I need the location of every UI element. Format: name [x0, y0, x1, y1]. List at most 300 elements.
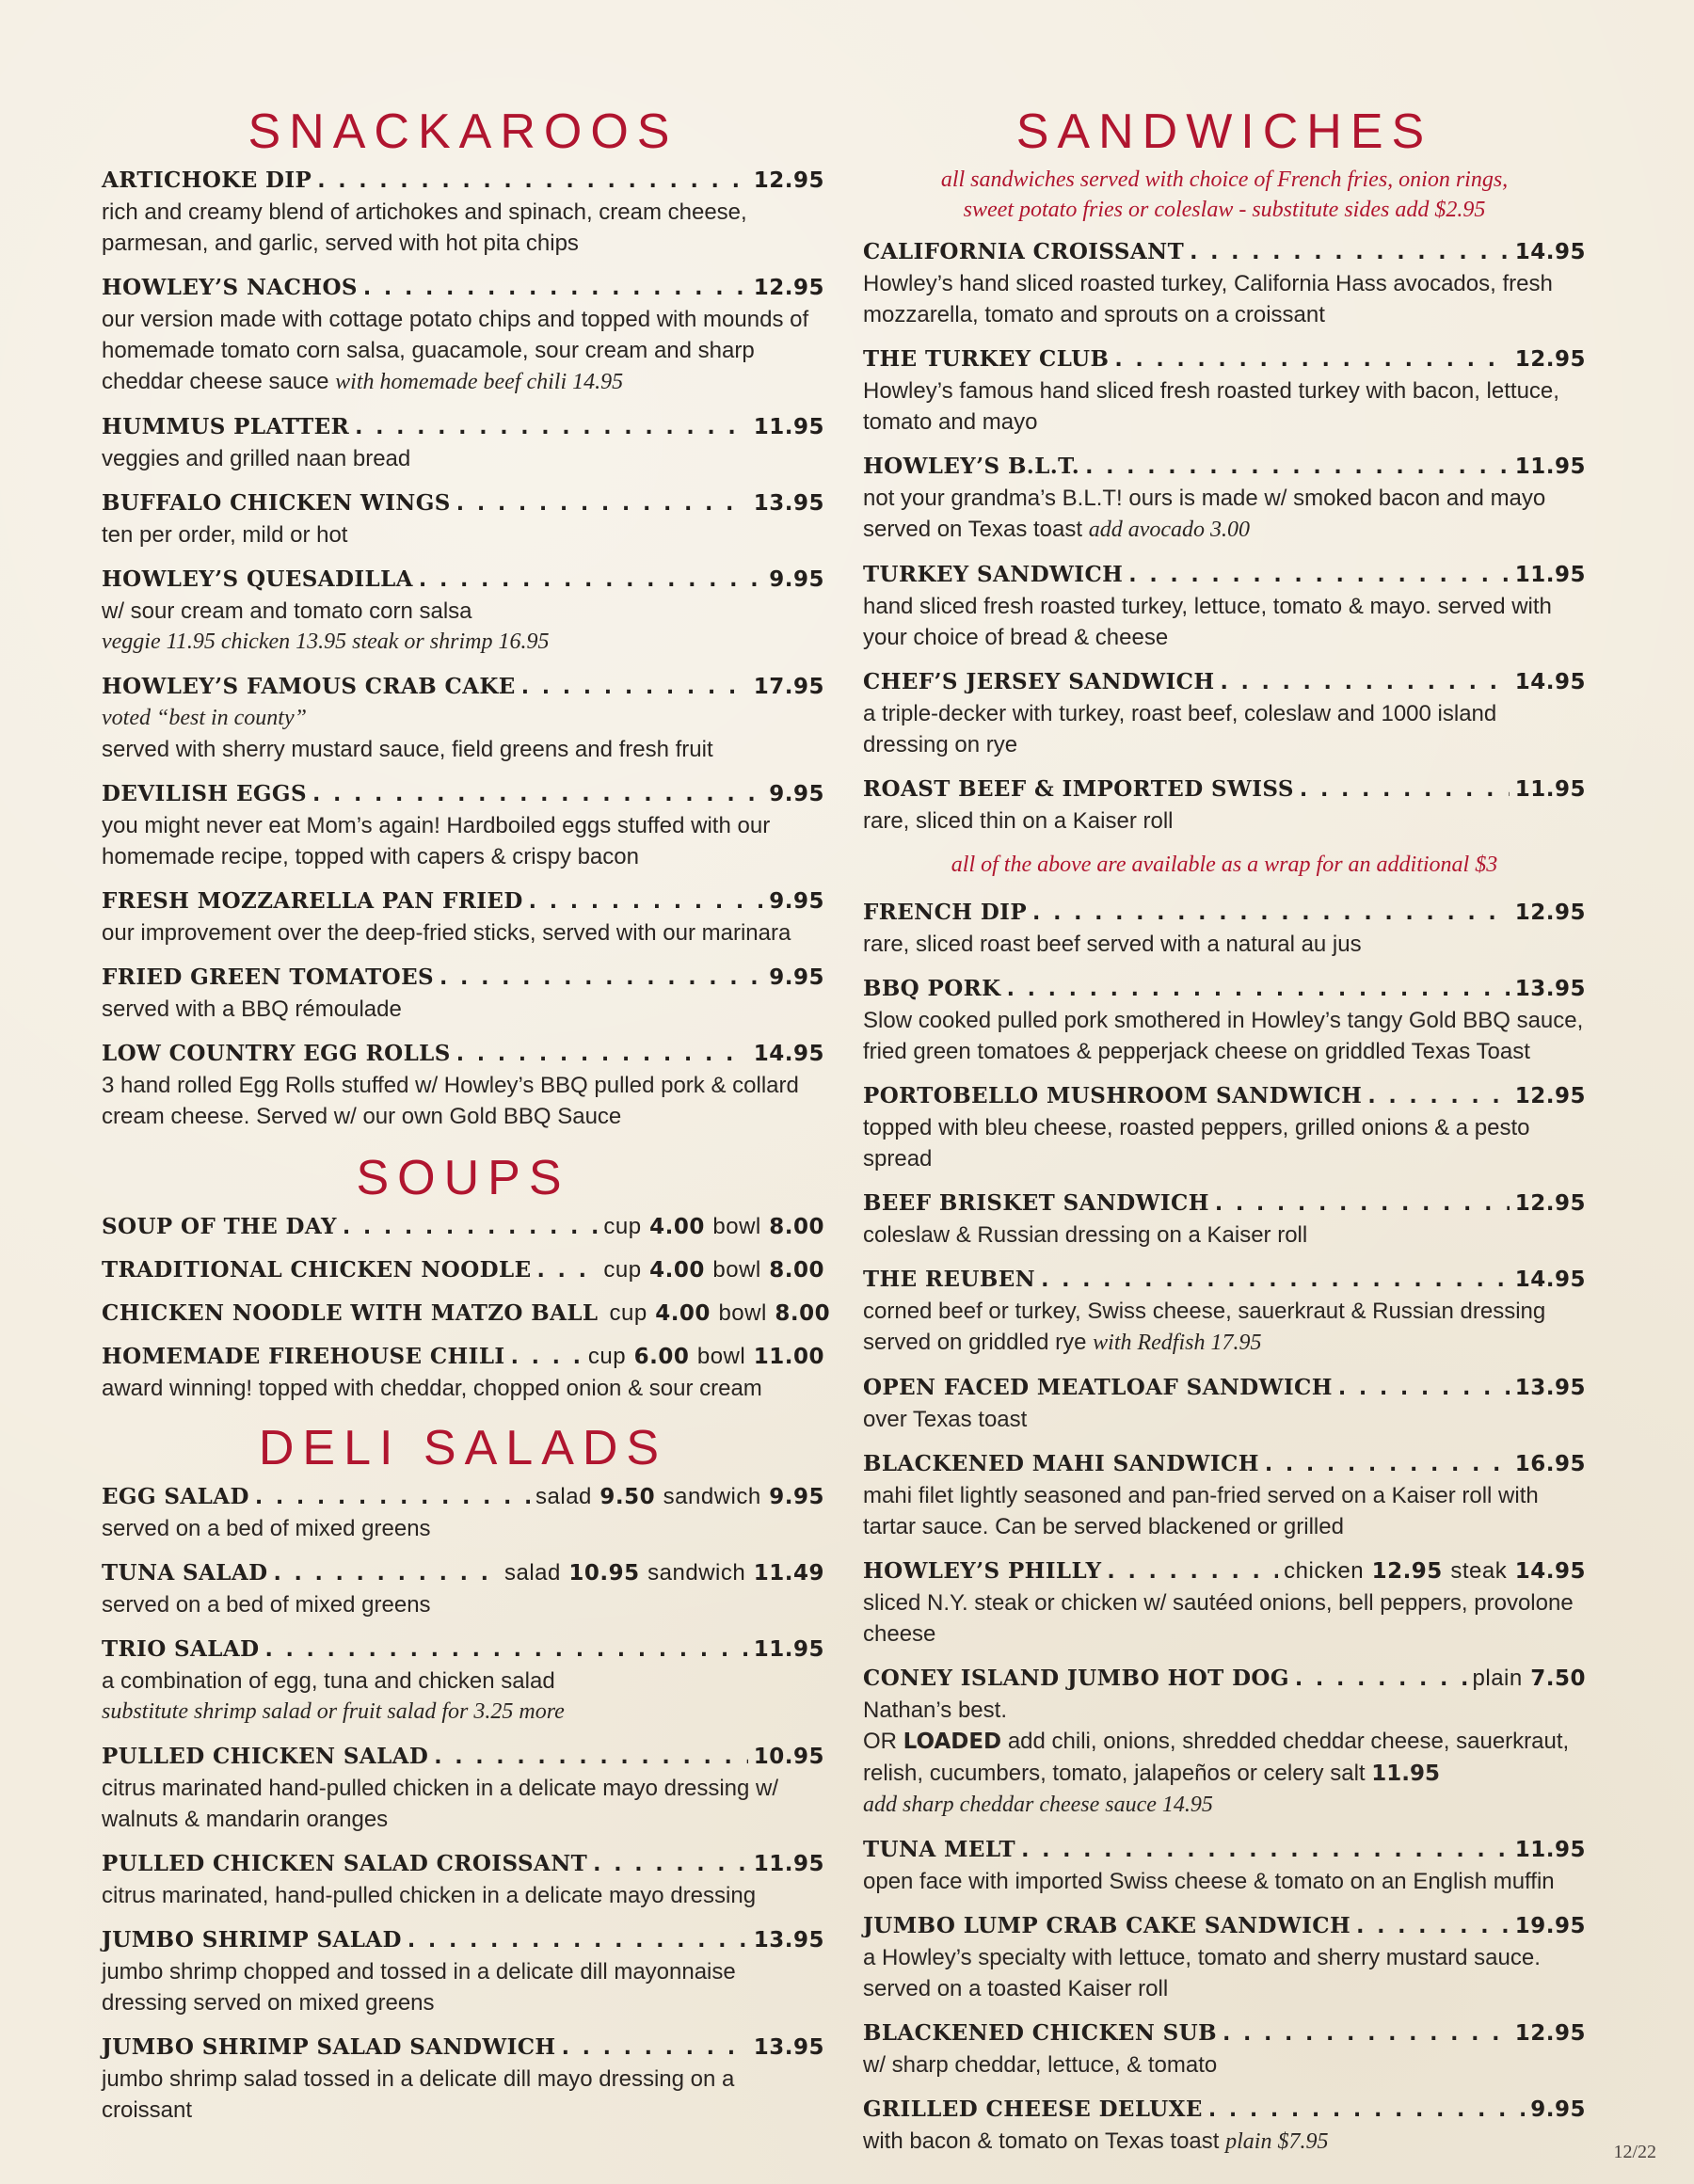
- item-desc: [102, 2064, 824, 2126]
- price-value: 6.00: [633, 1345, 690, 1369]
- item-name: JUMBO SHRIMP SALAD: [102, 1927, 402, 1953]
- menu-item: [863, 1448, 1586, 1542]
- menu-item: [863, 343, 1586, 438]
- dot-leader: [1223, 2018, 1510, 2049]
- dot-leader: [529, 886, 764, 917]
- item-desc-text: 3 hand rolled Egg Rolls stuffed w/ Howley’s BBQ pulled pork & collard cream cheese. Served w/ our own Gold BBQ Sauce: [102, 1073, 799, 1129]
- item-name: EGG SALAD: [102, 1484, 249, 1509]
- menu-item: [102, 1741, 824, 1835]
- item-desc-text: you might never eat Mom’s again! Hardboiled eggs stuffed with our homemade recipe, topped with capers & crispy bacon: [102, 813, 771, 869]
- dot-leader: [1356, 1911, 1510, 1942]
- item-note: with homemade beef chili 14.95: [335, 370, 624, 394]
- price-value: 8.00: [769, 1215, 824, 1239]
- item-note: add avocado 3.00: [1088, 518, 1251, 542]
- dot-leader: [1107, 1556, 1278, 1587]
- dot-leader: [419, 565, 763, 596]
- item-note: with Redfish 17.95: [1093, 1331, 1262, 1355]
- item-name: OPEN FACED MEATLOAF SANDWICH: [863, 1375, 1333, 1400]
- item-price: 9.95: [769, 965, 824, 990]
- menu-item: [102, 1254, 824, 1286]
- item-name: CONEY ISLAND JUMBO HOT DOG: [863, 1666, 1289, 1691]
- item-row: [863, 1834, 1586, 1866]
- item-row: [102, 1481, 824, 1513]
- price-value: 11.49: [753, 1561, 824, 1586]
- item-desc: [863, 268, 1586, 330]
- item-name: PULLED CHICKEN SALAD: [102, 1744, 429, 1769]
- menu-item: [102, 1557, 824, 1620]
- item-note: voted “best in county”: [102, 706, 307, 730]
- item-row: [102, 165, 824, 197]
- item-name: CHICKEN NOODLE WITH MATZO BALL: [102, 1300, 599, 1326]
- item-name: LOW COUNTRY EGG ROLLS: [102, 1041, 451, 1066]
- price-label: sandwich: [663, 1484, 761, 1509]
- price-label: bowl: [712, 1214, 761, 1239]
- dot-leader: [1041, 1265, 1510, 1296]
- item-name: PULLED CHICKEN SALAD CROISSANT: [102, 1851, 588, 1876]
- menu-item: [863, 773, 1586, 837]
- item-desc: [863, 1866, 1586, 1897]
- item-desc: [102, 1589, 824, 1620]
- item-desc-text: jumbo shrimp salad tossed in a delicate dill mayo dressing on a croissant: [102, 2066, 735, 2123]
- item-row: [102, 1924, 824, 1956]
- item-name: TUNA SALAD: [102, 1560, 268, 1586]
- item-row: [863, 1264, 1586, 1296]
- dot-leader: [1021, 1835, 1510, 1866]
- item-desc-text: Slow cooked pulled pork smothered in Howley’s tangy Gold BBQ sauce, fried green tomatoes & pepperjack cheese on griddled Texas Toast: [863, 1008, 1584, 1064]
- item-desc: [102, 304, 824, 398]
- item-desc-text: rich and creamy blend of artichokes and spinach, cream cheese, parmesan, and garlic, served with hot pita chips: [102, 199, 747, 256]
- price-label: plain: [1472, 1666, 1523, 1691]
- menu-item: [102, 778, 824, 872]
- dot-leader: [1128, 560, 1509, 591]
- loaded-label: LOADED: [903, 1730, 1002, 1754]
- menu-item: [102, 1481, 824, 1544]
- item-row: [102, 962, 824, 994]
- menu-item: [102, 165, 824, 259]
- item-row: [863, 666, 1586, 698]
- item-desc-text: a triple-decker with turkey, roast beef, coleslaw and 1000 island dressing on rye: [863, 701, 1497, 757]
- item-desc-text: served on a bed of mixed greens: [102, 1592, 431, 1618]
- menu-item: [102, 1211, 824, 1243]
- item-desc: [863, 2126, 1586, 2158]
- item-price: 14.95: [1514, 240, 1586, 264]
- menu-item: [863, 236, 1586, 330]
- item-name: HOWLEY’S FAMOUS CRAB CAKE: [102, 674, 516, 699]
- dot-leader: [593, 1849, 748, 1880]
- price-label: bowl: [696, 1344, 746, 1369]
- item-price: [1473, 1663, 1586, 1695]
- item-price: 17.95: [753, 675, 824, 699]
- item-desc: [102, 734, 824, 765]
- sandwiches-list-c: [863, 1834, 1586, 2158]
- item-row: [863, 2094, 1586, 2126]
- dot-leader: [1085, 452, 1510, 483]
- dot-leader: [562, 2033, 748, 2064]
- item-desc-text: Howley’s famous hand sliced fresh roasted turkey with bacon, lettuce, tomato and mayo: [863, 378, 1559, 435]
- soups-title: SOUPS: [356, 1151, 570, 1205]
- item-price: 14.95: [1514, 670, 1586, 694]
- item-price: 13.95: [753, 1928, 824, 1953]
- menu-item: [863, 1188, 1586, 1251]
- item-row: [102, 272, 824, 304]
- loaded-price: 11.95: [1371, 1762, 1441, 1786]
- item-price: 12.95: [1514, 1084, 1586, 1108]
- item-note: veggie 11.95 chicken 13.95 steak or shrimp 16.95: [102, 630, 550, 654]
- item-row: [102, 778, 824, 810]
- item-name: BBQ PORK: [863, 976, 1001, 1001]
- item-name: ROAST BEEF & IMPORTED SWISS: [863, 776, 1294, 802]
- item-desc-text: ten per order, mild or hot: [102, 522, 348, 548]
- dot-leader: [521, 672, 748, 703]
- item-price: 11.95: [1514, 1838, 1586, 1862]
- item-desc-text: award winning! topped with cheddar, chopped onion & sour cream: [102, 1376, 762, 1401]
- item-desc: [863, 1112, 1586, 1174]
- menu-item: [863, 1910, 1586, 2004]
- price-value: 12.95: [1371, 1559, 1443, 1584]
- price-label: cup: [609, 1300, 647, 1326]
- menu-item: [863, 1080, 1586, 1174]
- deli-salads-title: DELI SALADS: [258, 1421, 668, 1475]
- item-desc-text: over Texas toast: [863, 1407, 1028, 1432]
- item-row: [102, 1211, 824, 1243]
- menu-item: [863, 2094, 1586, 2158]
- item-name: ARTICHOKE DIP: [102, 167, 312, 193]
- item-desc-text: w/ sharp cheddar, lettuce, & tomato: [863, 2052, 1218, 2078]
- menu-item: [102, 671, 824, 765]
- item-name: SOUP OF THE DAY: [102, 1214, 337, 1239]
- dot-leader: [511, 1342, 583, 1373]
- item-desc: [863, 483, 1586, 546]
- item-note: plain $7.95: [1225, 2129, 1329, 2154]
- item-price: [535, 1481, 824, 1513]
- dot-leader: [1208, 2095, 1525, 2126]
- dot-leader: [1265, 1449, 1510, 1480]
- item-row: [102, 1634, 824, 1666]
- wrap-note: all of the above are available as a wrap for an additional $3: [951, 853, 1498, 877]
- menu-item: [863, 559, 1586, 653]
- menu-item: [863, 666, 1586, 760]
- item-desc-text: coleslaw & Russian dressing on a Kaiser roll: [863, 1222, 1308, 1248]
- item-desc-text: citrus marinated, hand-pulled chicken in a delicate mayo dressing: [102, 1883, 757, 1908]
- item-name: BLACKENED MAHI SANDWICH: [863, 1451, 1259, 1476]
- item-desc: [102, 1880, 824, 1911]
- item-price: 11.95: [1514, 454, 1586, 479]
- item-price: 11.95: [1514, 563, 1586, 587]
- item-desc: Nathan’s best.: [863, 1698, 1007, 1723]
- item-name: TURKEY SANDWICH: [863, 562, 1124, 587]
- item-desc-text: rare, sliced thin on a Kaiser roll: [863, 808, 1174, 834]
- item-price: 11.95: [753, 415, 824, 439]
- item-price: [609, 1298, 830, 1330]
- item-row: [863, 773, 1586, 805]
- dot-leader: [1007, 974, 1510, 1005]
- item-desc-text: a Howley’s specialty with lettuce, tomato and sherry mustard sauce. served on a toasted Kaiser roll: [863, 1945, 1541, 2001]
- item-name: HOWLEY’S NACHOS: [102, 275, 358, 300]
- item-name: BUFFALO CHICKEN WINGS: [102, 490, 451, 516]
- sandwiches-note: all sandwiches served with choice of French fries, onion rings, sweet potato fries or coleslaw - substitute sides add $2.95: [940, 167, 1509, 222]
- item-price: 9.95: [769, 782, 824, 806]
- dot-leader: [343, 1212, 599, 1243]
- menu-item: [102, 962, 824, 1025]
- item-desc: [102, 1070, 824, 1132]
- item-price: 12.95: [753, 168, 824, 193]
- item-row: [863, 451, 1586, 483]
- item-row: [102, 1848, 824, 1880]
- item-price: 13.95: [1514, 1376, 1586, 1400]
- menu-item: [102, 1924, 824, 2018]
- item-price: 9.95: [1530, 2097, 1586, 2122]
- item-row: [102, 1741, 824, 1773]
- price-value: 4.00: [649, 1258, 705, 1283]
- item-price: 14.95: [753, 1042, 824, 1066]
- item-desc-text: citrus marinated hand-pulled chicken in a delicate mayo dressing w/ walnuts & mandarin oranges: [102, 1776, 779, 1832]
- dot-leader: [255, 1482, 530, 1513]
- price-value: 8.00: [769, 1258, 824, 1283]
- item-price: 11.95: [1514, 777, 1586, 802]
- or-label: OR: [863, 1729, 897, 1754]
- item-row: [102, 1254, 824, 1286]
- item-row: [863, 1080, 1586, 1112]
- item-name: FRENCH DIP: [863, 900, 1028, 925]
- dot-leader: [355, 412, 748, 443]
- item-desc: [863, 1296, 1586, 1359]
- item-price: 10.95: [753, 1745, 824, 1769]
- item-desc-text: not your grandma’s B.L.T! ours is made w/ smoked bacon and mayo served on Texas toast: [863, 486, 1546, 542]
- item-name: CALIFORNIA CROISSANT: [863, 239, 1185, 264]
- item-desc-text: open face with imported Swiss cheese & tomato on an English muffin: [863, 1869, 1555, 1894]
- item-row: [102, 2032, 824, 2064]
- menu-item: [102, 487, 824, 550]
- item-price: 19.95: [1514, 1914, 1586, 1938]
- menu-item: [102, 1038, 824, 1132]
- item-price: 13.95: [1514, 977, 1586, 1001]
- price-value: 10.95: [568, 1561, 640, 1586]
- item-desc: [863, 929, 1586, 960]
- menu-item: [863, 1555, 1586, 1650]
- dot-leader: [312, 779, 763, 810]
- item-desc: [863, 805, 1586, 837]
- item-price: 14.95: [1514, 1267, 1586, 1292]
- item-desc: [863, 1480, 1586, 1542]
- item-name: JUMBO LUMP CRAB CAKE SANDWICH: [863, 1913, 1351, 1938]
- item-desc: [102, 1666, 824, 1697]
- item-price: [504, 1557, 824, 1589]
- item-row: [863, 559, 1586, 591]
- item-desc-text: jumbo shrimp chopped and tossed in a delicate dill mayonnaise dressing served on mixed greens: [102, 1959, 736, 2016]
- item-name: TUNA MELT: [863, 1837, 1016, 1862]
- price-value: 8.00: [775, 1301, 831, 1326]
- item-row: [863, 1910, 1586, 1942]
- soups-list: [102, 1211, 831, 1404]
- item-row: [102, 564, 824, 596]
- item-desc: [102, 1513, 824, 1544]
- item-price: [603, 1254, 824, 1286]
- menu-item: [102, 1298, 831, 1330]
- item-name: TRADITIONAL CHICKEN NOODLE: [102, 1257, 532, 1283]
- sandwiches-title: SANDWICHES: [1015, 104, 1433, 159]
- item-desc-loaded: [863, 1726, 1586, 1790]
- item-desc-text: Howley’s hand sliced roasted turkey, California Hass avocados, fresh mozzarella, tomato and sprouts on a croissant: [863, 271, 1553, 327]
- menu-item: [863, 451, 1586, 546]
- right-column: [863, 99, 1586, 2171]
- item-row: [863, 1188, 1586, 1220]
- menu-item: [863, 2017, 1586, 2080]
- item-price: 12.95: [1514, 347, 1586, 372]
- item-note: substitute shrimp salad or fruit salad for 3.25 more: [102, 1699, 565, 1724]
- item-row: [863, 1372, 1586, 1404]
- item-desc-text: mahi filet lightly seasoned and pan-fried served on a Kaiser roll with tartar sauce. Can be served blackened or grilled: [863, 1483, 1539, 1539]
- item-desc: [863, 2049, 1586, 2080]
- dot-leader: [537, 1255, 599, 1286]
- item-row: [102, 885, 824, 917]
- item-note: add sharp cheddar cheese sauce 14.95: [863, 1793, 1213, 1817]
- item-row: [102, 1298, 831, 1330]
- item-desc: [102, 810, 824, 872]
- item-desc: [863, 1220, 1586, 1251]
- left-column: [102, 99, 831, 2139]
- item-row: [863, 1448, 1586, 1480]
- item-price: 11.95: [753, 1852, 824, 1876]
- item-name: THE TURKEY CLUB: [863, 346, 1110, 372]
- item-name: HOWLEY’S B.L.T.: [863, 454, 1080, 479]
- item-row: [102, 1557, 824, 1589]
- item-price: 13.95: [753, 2035, 824, 2060]
- dot-leader: [439, 963, 763, 994]
- item-desc: [102, 1956, 824, 2018]
- item-desc-text: corned beef or turkey, Swiss cheese, sauerkraut & Russian dressing served on griddled rye: [863, 1299, 1546, 1355]
- item-row: [863, 1555, 1586, 1587]
- item-desc-text: topped with bleu cheese, roasted peppers, grilled onions & a pesto spread: [863, 1115, 1530, 1172]
- item-desc: [863, 1005, 1586, 1067]
- item-price: 13.95: [753, 491, 824, 516]
- item-desc: [102, 197, 824, 259]
- menu-item: [102, 272, 824, 398]
- dot-leader: [1338, 1373, 1510, 1404]
- sandwiches-list-b: [863, 897, 1586, 1650]
- item-price: 12.95: [1514, 901, 1586, 925]
- price-label: cup: [603, 1214, 642, 1239]
- dot-leader: [1190, 237, 1510, 268]
- item-desc: [863, 698, 1586, 760]
- item-name: TRIO SALAD: [102, 1636, 260, 1662]
- price-label: bowl: [718, 1300, 767, 1326]
- dot-leader: [1367, 1081, 1509, 1112]
- menu-item: [102, 1634, 824, 1728]
- item-name: GRILLED CHEESE DELUXE: [863, 2096, 1203, 2122]
- item-desc-text: served with sherry mustard sauce, field greens and fresh fruit: [102, 737, 713, 762]
- price-value: 4.00: [649, 1215, 705, 1239]
- item-desc-text: our improvement over the deep-fried sticks, served with our marinara: [102, 920, 791, 946]
- price-label: salad: [503, 1560, 561, 1586]
- sandwiches-list-a: [863, 236, 1586, 837]
- item-desc: [102, 994, 824, 1025]
- item-desc-text: a combination of egg, tuna and chicken salad: [102, 1668, 555, 1694]
- item-name: FRIED GREEN TOMATOES: [102, 964, 435, 990]
- menu-item: [102, 2032, 824, 2126]
- item-desc-text: our version made with cottage potato chips and topped with mounds of homemade tomato corn salsa, guacamole, sour cream and sharp cheddar cheese sauce: [102, 307, 809, 394]
- menu-item: [102, 1341, 824, 1404]
- item-desc: [102, 596, 824, 627]
- price-label: steak: [1450, 1558, 1508, 1584]
- dot-leader: [1032, 898, 1510, 929]
- item-name: FRESH MOZZARELLA PAN FRIED: [102, 888, 523, 914]
- menu-item: [102, 885, 824, 949]
- item-desc: [102, 519, 824, 550]
- dot-leader: [408, 1925, 748, 1956]
- item-row: [863, 897, 1586, 929]
- item-desc-text: sliced N.Y. steak or chicken w/ sautéed onions, bell peppers, provolone cheese: [863, 1590, 1574, 1647]
- dot-leader: [317, 166, 748, 197]
- item-row: [863, 2017, 1586, 2049]
- item-row: [863, 343, 1586, 375]
- dot-leader: [434, 1742, 747, 1773]
- item-name: HUMMUS PLATTER: [102, 414, 350, 439]
- item-desc-text: w/ sour cream and tomato corn salsa: [102, 598, 472, 624]
- dot-leader: [363, 273, 748, 304]
- item-row: [102, 411, 824, 443]
- menu-item: [863, 897, 1586, 960]
- price-label: cup: [587, 1344, 627, 1369]
- dot-leader: [1220, 667, 1509, 698]
- item-row: [102, 487, 824, 519]
- menu-item: [102, 1848, 824, 1911]
- dot-leader: [1295, 1664, 1467, 1695]
- menu-item: [102, 411, 824, 474]
- item-name: HOMEMADE FIREHOUSE CHILI: [102, 1344, 505, 1369]
- item-name: CHEF’S JERSEY SANDWICH: [863, 669, 1215, 694]
- item-name: JUMBO SHRIMP SALAD SANDWICH: [102, 2034, 556, 2060]
- price-value: 4.00: [655, 1301, 711, 1326]
- price-value: 14.95: [1514, 1559, 1586, 1584]
- item-desc-text: served with a BBQ rémoulade: [102, 996, 402, 1022]
- item-desc-text: veggies and grilled naan bread: [102, 446, 411, 471]
- dot-leader: [264, 1634, 747, 1666]
- deli-salads-list: [102, 1481, 824, 2126]
- price-value: 11.00: [753, 1345, 824, 1369]
- item-name: BEEF BRISKET SANDWICH: [863, 1190, 1209, 1216]
- price-value: 9.95: [769, 1485, 824, 1509]
- item-desc: [102, 1373, 824, 1404]
- dot-leader: [456, 1039, 748, 1070]
- footer-code: 12/22: [1613, 2142, 1656, 2162]
- item-desc-text: rare, sliced roast beef served with a natural au jus: [863, 932, 1362, 957]
- item-row: [102, 671, 824, 703]
- item-row: [102, 1341, 824, 1373]
- item-name: HOWLEY’S PHILLY: [863, 1558, 1102, 1584]
- item-price: 12.95: [1514, 2021, 1586, 2046]
- price-label: cup: [603, 1257, 642, 1283]
- item-desc-text: hand sliced fresh roasted turkey, lettuce, tomato & mayo. served with your choice of bread & cheese: [863, 594, 1552, 650]
- item-price: 11.95: [753, 1637, 824, 1662]
- dot-leader: [273, 1558, 499, 1589]
- price-label: sandwich: [647, 1560, 746, 1586]
- item-price: 16.95: [1514, 1452, 1586, 1476]
- price-label: bowl: [712, 1257, 761, 1283]
- dot-leader: [1215, 1188, 1510, 1220]
- menu-item: [863, 973, 1586, 1067]
- menu-item: [863, 1372, 1586, 1435]
- item-desc-text: with bacon & tomato on Texas toast: [863, 2128, 1220, 2154]
- item-price: 9.95: [769, 889, 824, 914]
- item-desc: [863, 591, 1586, 653]
- item-name: THE REUBEN: [863, 1267, 1036, 1292]
- loaded-desc: add chili, onions, shredded cheddar cheese, sauerkraut, relish, cucumbers, tomato, jalapeños or celery salt: [863, 1729, 1570, 1786]
- item-name: PORTOBELLO MUSHROOM SANDWICH: [863, 1083, 1363, 1108]
- price-value: 7.50: [1530, 1666, 1586, 1691]
- item-name: BLACKENED CHICKEN SUB: [863, 2020, 1217, 2046]
- item-desc: [102, 917, 824, 949]
- menu-item: [863, 1264, 1586, 1359]
